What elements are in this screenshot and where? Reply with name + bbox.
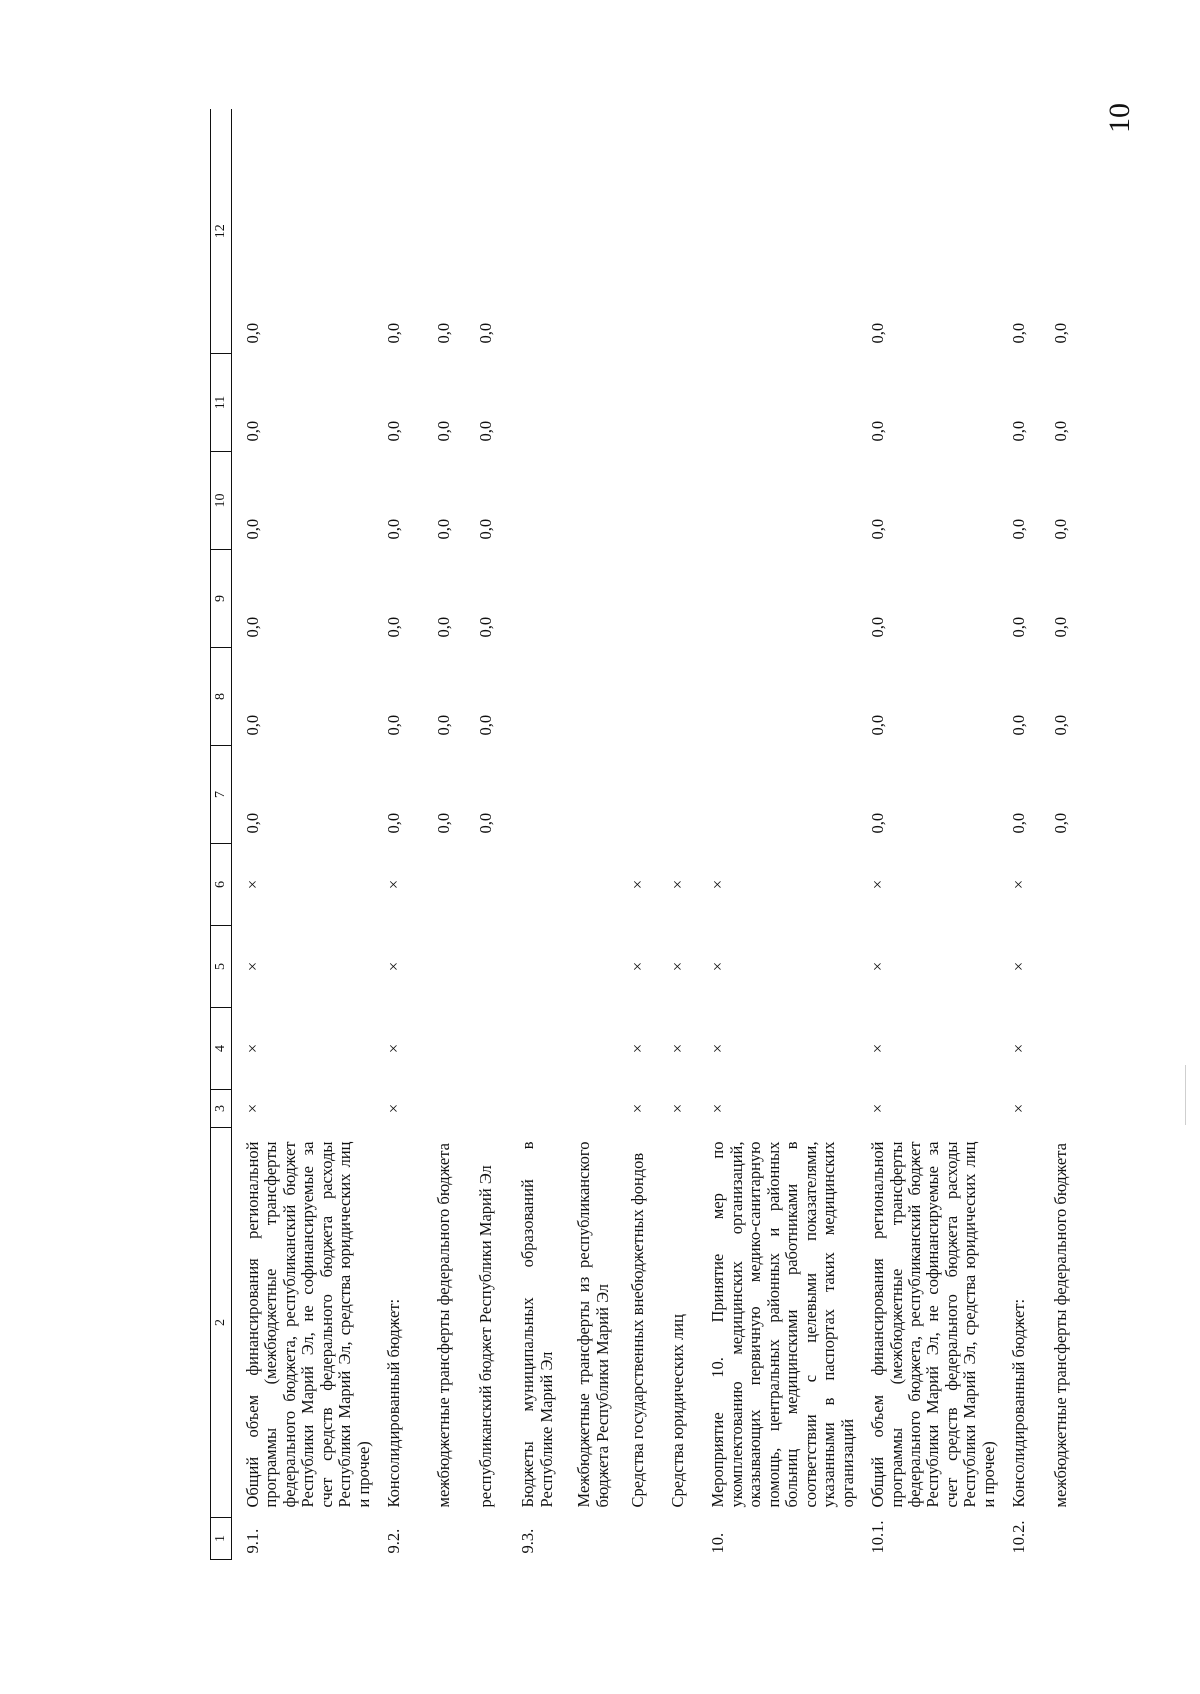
table-row bbox=[857, 110, 998, 1560]
row-number-cell bbox=[465, 1518, 507, 1560]
value-cell-c9: 0,0 bbox=[1009, 616, 1029, 638]
marker-cell-c3: × bbox=[243, 1103, 262, 1114]
value-cell-c8 bbox=[563, 648, 617, 746]
value-cell-c11: 0,0 bbox=[434, 420, 454, 442]
row-number-cell: 10.2. bbox=[1009, 1520, 1029, 1554]
marker-cell-c4: × bbox=[1009, 1043, 1029, 1054]
description-cell: Бюджеты муниципальных образований в Республике Марий Эл bbox=[518, 1141, 556, 1508]
description-cell: республиканский бюджет Республики Марий Эл bbox=[476, 1165, 496, 1508]
table-row bbox=[657, 110, 697, 1560]
value-cell-c10: 0,0 bbox=[868, 518, 888, 540]
value-cell-c11: 0,0 bbox=[868, 420, 888, 442]
description-cell: Консолидированный бюджет: bbox=[384, 1298, 404, 1508]
header-cell-col-3: 3 bbox=[211, 1090, 232, 1128]
marker-cell-c6: × bbox=[668, 879, 688, 890]
row-number-cell: 10.1. bbox=[868, 1520, 888, 1554]
marker-cell-c5 bbox=[1040, 926, 1080, 1008]
row-number-cell bbox=[1040, 1518, 1080, 1560]
marker-cell-c6 bbox=[563, 844, 617, 926]
value-cell-c10: 0,0 bbox=[384, 518, 404, 540]
value-cell-c8: 0,0 bbox=[868, 714, 888, 736]
marker-cell-c5: × bbox=[1009, 961, 1029, 972]
header-cell-col-7: 7 bbox=[211, 746, 232, 844]
page-number: 10 bbox=[1103, 103, 1136, 133]
marker-cell-c6: × bbox=[868, 879, 888, 890]
row-number-cell bbox=[617, 1518, 657, 1560]
table-row bbox=[697, 110, 857, 1560]
row-number-cell: 9.2. bbox=[384, 1528, 404, 1554]
header-row bbox=[211, 110, 232, 1560]
table-row bbox=[617, 110, 657, 1560]
value-cell-c7 bbox=[657, 746, 697, 844]
marker-cell-c6 bbox=[465, 844, 507, 926]
value-cell-c8 bbox=[657, 648, 697, 746]
value-cell-c8: 0,0 bbox=[476, 714, 496, 736]
marker-cell-c5: × bbox=[384, 961, 404, 972]
table-row bbox=[998, 110, 1040, 1560]
marker-cell-c5 bbox=[563, 926, 617, 1008]
header-cell-col-2: 2 bbox=[211, 1128, 232, 1518]
value-cell-c9: 0,0 bbox=[243, 616, 262, 638]
table-body bbox=[232, 110, 1081, 1560]
marker-cell-c5 bbox=[465, 926, 507, 1008]
value-cell-c9 bbox=[507, 550, 563, 648]
value-cell-c8 bbox=[617, 648, 657, 746]
value-cell-c12: 0,0 bbox=[1009, 322, 1029, 344]
description-cell: межбюджетные трансферты федерального бюджета bbox=[1051, 1143, 1071, 1508]
value-cell-c9: 0,0 bbox=[1051, 616, 1071, 638]
value-cell-c8: 0,0 bbox=[1051, 714, 1071, 736]
table-row bbox=[232, 110, 374, 1560]
marker-cell-c5 bbox=[423, 926, 465, 1008]
value-cell-c11: 0,0 bbox=[476, 420, 496, 442]
value-cell-c7: 0,0 bbox=[243, 812, 262, 834]
table-row bbox=[507, 110, 563, 1560]
marker-cell-c5: × bbox=[708, 961, 728, 972]
description-cell: Общий объем финансирования региональной программы (межбюджетные трансферты федерального бюджета, республиканский бюджет Республики Марий Эл, не софинансируемые за счет средств федерального бюджета расходы Республики Марий Эл, средства юридических лиц и прочее) bbox=[868, 1141, 998, 1508]
value-cell-c12 bbox=[617, 110, 657, 354]
row-number-cell: 9.1. bbox=[243, 1528, 262, 1554]
marker-cell-c4 bbox=[507, 1008, 563, 1090]
value-cell-c11 bbox=[617, 354, 657, 452]
marker-cell-c6 bbox=[1040, 844, 1080, 926]
marker-cell-c6: × bbox=[628, 879, 648, 890]
value-cell-c7 bbox=[563, 746, 617, 844]
description-cell: Средства государственных внебюджетных фондов bbox=[628, 1152, 648, 1508]
marker-cell-c6: × bbox=[384, 879, 404, 890]
marker-cell-c5: × bbox=[868, 961, 888, 972]
value-cell-c9: 0,0 bbox=[868, 616, 888, 638]
value-cell-c12: 0,0 bbox=[434, 322, 454, 344]
marker-cell-c4: × bbox=[868, 1043, 888, 1054]
scan-mark bbox=[1185, 1065, 1186, 1125]
value-cell-c8 bbox=[697, 648, 857, 746]
marker-cell-c3: × bbox=[708, 1103, 728, 1114]
value-cell-c9: 0,0 bbox=[476, 616, 496, 638]
header-cell-col-10: 10 bbox=[211, 452, 232, 550]
header-cell-col-11: 11 bbox=[211, 354, 232, 452]
header-cell-col-1: 1 bbox=[211, 1518, 232, 1560]
marker-cell-c3: × bbox=[1009, 1103, 1029, 1114]
marker-cell-c3 bbox=[563, 1090, 617, 1128]
description-cell: Средства юридических лиц bbox=[668, 1314, 688, 1508]
header-cell-col-4: 4 bbox=[211, 1008, 232, 1090]
value-cell-c10 bbox=[697, 452, 857, 550]
table-row bbox=[563, 110, 617, 1560]
value-cell-c7: 0,0 bbox=[384, 812, 404, 834]
marker-cell-c6: × bbox=[243, 879, 262, 890]
value-cell-c8: 0,0 bbox=[384, 714, 404, 736]
value-cell-c8 bbox=[507, 648, 563, 746]
description-cell: Межбюджетные трансферты из республиканского бюджета Республики Марий Эл bbox=[574, 1141, 612, 1508]
value-cell-c12 bbox=[697, 110, 857, 354]
marker-cell-c6: × bbox=[1009, 879, 1029, 890]
description-cell: Мероприятие 10. Принятие мер по укомплектованию медицинских организаций, оказывающих первичную медико-санитарную помощь, центральных районных и районных больниц медицинскими работниками в соответствии с целевыми показателями, указанными в паспортах таких медицинских организаций bbox=[708, 1141, 857, 1508]
marker-cell-c4 bbox=[563, 1008, 617, 1090]
table-row bbox=[1040, 110, 1080, 1560]
value-cell-c9: 0,0 bbox=[434, 616, 454, 638]
marker-cell-c3: × bbox=[628, 1103, 648, 1114]
value-cell-c9 bbox=[657, 550, 697, 648]
marker-cell-c5 bbox=[507, 926, 563, 1008]
value-cell-c9: 0,0 bbox=[384, 616, 404, 638]
value-cell-c7: 0,0 bbox=[868, 812, 888, 834]
marker-cell-c3: × bbox=[868, 1103, 888, 1114]
value-cell-c7: 0,0 bbox=[1051, 812, 1071, 834]
value-cell-c10 bbox=[507, 452, 563, 550]
value-cell-c12: 0,0 bbox=[476, 322, 496, 344]
table-row bbox=[423, 110, 465, 1560]
value-cell-c10: 0,0 bbox=[434, 518, 454, 540]
description-cell: Общий объем финансирования региональной программы (межбюджетные трансферты федерального бюджета, республиканский бюджет Республики Марий Эл, не софинансируемые за счет средств федерального бюджета расходы Республики Марий Эл, средства юридических лиц и прочее) bbox=[243, 1141, 373, 1508]
value-cell-c11: 0,0 bbox=[1051, 420, 1071, 442]
marker-cell-c3 bbox=[1040, 1090, 1080, 1128]
marker-cell-c4 bbox=[465, 1008, 507, 1090]
value-cell-c10: 0,0 bbox=[476, 518, 496, 540]
value-cell-c10 bbox=[657, 452, 697, 550]
value-cell-c10: 0,0 bbox=[1051, 518, 1071, 540]
marker-cell-c5: × bbox=[243, 961, 262, 972]
marker-cell-c3: × bbox=[384, 1103, 404, 1114]
value-cell-c12: 0,0 bbox=[868, 322, 888, 344]
value-cell-c10: 0,0 bbox=[243, 518, 262, 540]
value-cell-c11: 0,0 bbox=[1009, 420, 1029, 442]
value-cell-c8: 0,0 bbox=[1009, 714, 1029, 736]
value-cell-c9 bbox=[697, 550, 857, 648]
value-cell-c12: 0,0 bbox=[243, 322, 262, 344]
row-number-cell bbox=[657, 1518, 697, 1560]
table-row bbox=[465, 110, 507, 1560]
value-cell-c7 bbox=[617, 746, 657, 844]
value-cell-c7: 0,0 bbox=[476, 812, 496, 834]
header-cell-col-9: 9 bbox=[211, 550, 232, 648]
marker-cell-c3 bbox=[465, 1090, 507, 1128]
table-row bbox=[373, 110, 423, 1560]
value-cell-c12 bbox=[507, 110, 563, 354]
header-cell-col-5: 5 bbox=[211, 926, 232, 1008]
value-cell-c12 bbox=[563, 110, 617, 354]
marker-cell-c4: × bbox=[628, 1043, 648, 1054]
marker-cell-c6 bbox=[507, 844, 563, 926]
marker-cell-c5: × bbox=[628, 961, 648, 972]
row-number-cell: 10. bbox=[708, 1532, 728, 1554]
row-number-cell bbox=[423, 1518, 465, 1560]
marker-cell-c6: × bbox=[708, 879, 728, 890]
value-cell-c7: 0,0 bbox=[1009, 812, 1029, 834]
value-cell-c9 bbox=[617, 550, 657, 648]
marker-cell-c4: × bbox=[384, 1043, 404, 1054]
marker-cell-c3: × bbox=[668, 1103, 688, 1114]
value-cell-c11: 0,0 bbox=[384, 420, 404, 442]
marker-cell-c3 bbox=[507, 1090, 563, 1128]
marker-cell-c6 bbox=[423, 844, 465, 926]
value-cell-c11 bbox=[697, 354, 857, 452]
value-cell-c7 bbox=[507, 746, 563, 844]
value-cell-c10: 0,0 bbox=[1009, 518, 1029, 540]
value-cell-c7: 0,0 bbox=[434, 812, 454, 834]
marker-cell-c4: × bbox=[668, 1043, 688, 1054]
value-cell-c9 bbox=[563, 550, 617, 648]
value-cell-c7 bbox=[697, 746, 857, 844]
marker-cell-c4 bbox=[423, 1008, 465, 1090]
marker-cell-c3 bbox=[423, 1090, 465, 1128]
value-cell-c8: 0,0 bbox=[434, 714, 454, 736]
row-number-cell bbox=[563, 1518, 617, 1560]
rotated-table-wrapper bbox=[210, 0, 1070, 1560]
value-cell-c11: 0,0 bbox=[243, 420, 262, 442]
value-cell-c10 bbox=[563, 452, 617, 550]
marker-cell-c4 bbox=[1040, 1008, 1080, 1090]
value-cell-c11 bbox=[563, 354, 617, 452]
value-cell-c11 bbox=[507, 354, 563, 452]
header-cell-col-8: 8 bbox=[211, 648, 232, 746]
marker-cell-c5: × bbox=[668, 961, 688, 972]
budget-table bbox=[210, 110, 1080, 1561]
value-cell-c12: 0,0 bbox=[384, 322, 404, 344]
value-cell-c12: 0,0 bbox=[1051, 322, 1071, 344]
marker-cell-c4: × bbox=[708, 1043, 728, 1054]
value-cell-c11 bbox=[657, 354, 697, 452]
description-cell: межбюджетные трансферты федерального бюджета bbox=[434, 1143, 454, 1508]
header-cell-col-12: 12 bbox=[211, 110, 232, 354]
value-cell-c8: 0,0 bbox=[243, 714, 262, 736]
row-number-cell: 9.3. bbox=[518, 1528, 538, 1554]
value-cell-c12 bbox=[657, 110, 697, 354]
marker-cell-c4: × bbox=[243, 1043, 262, 1054]
description-cell: Консолидированный бюджет: bbox=[1009, 1298, 1029, 1508]
value-cell-c10 bbox=[617, 452, 657, 550]
table-header bbox=[211, 110, 232, 1560]
header-cell-col-6: 6 bbox=[211, 844, 232, 926]
